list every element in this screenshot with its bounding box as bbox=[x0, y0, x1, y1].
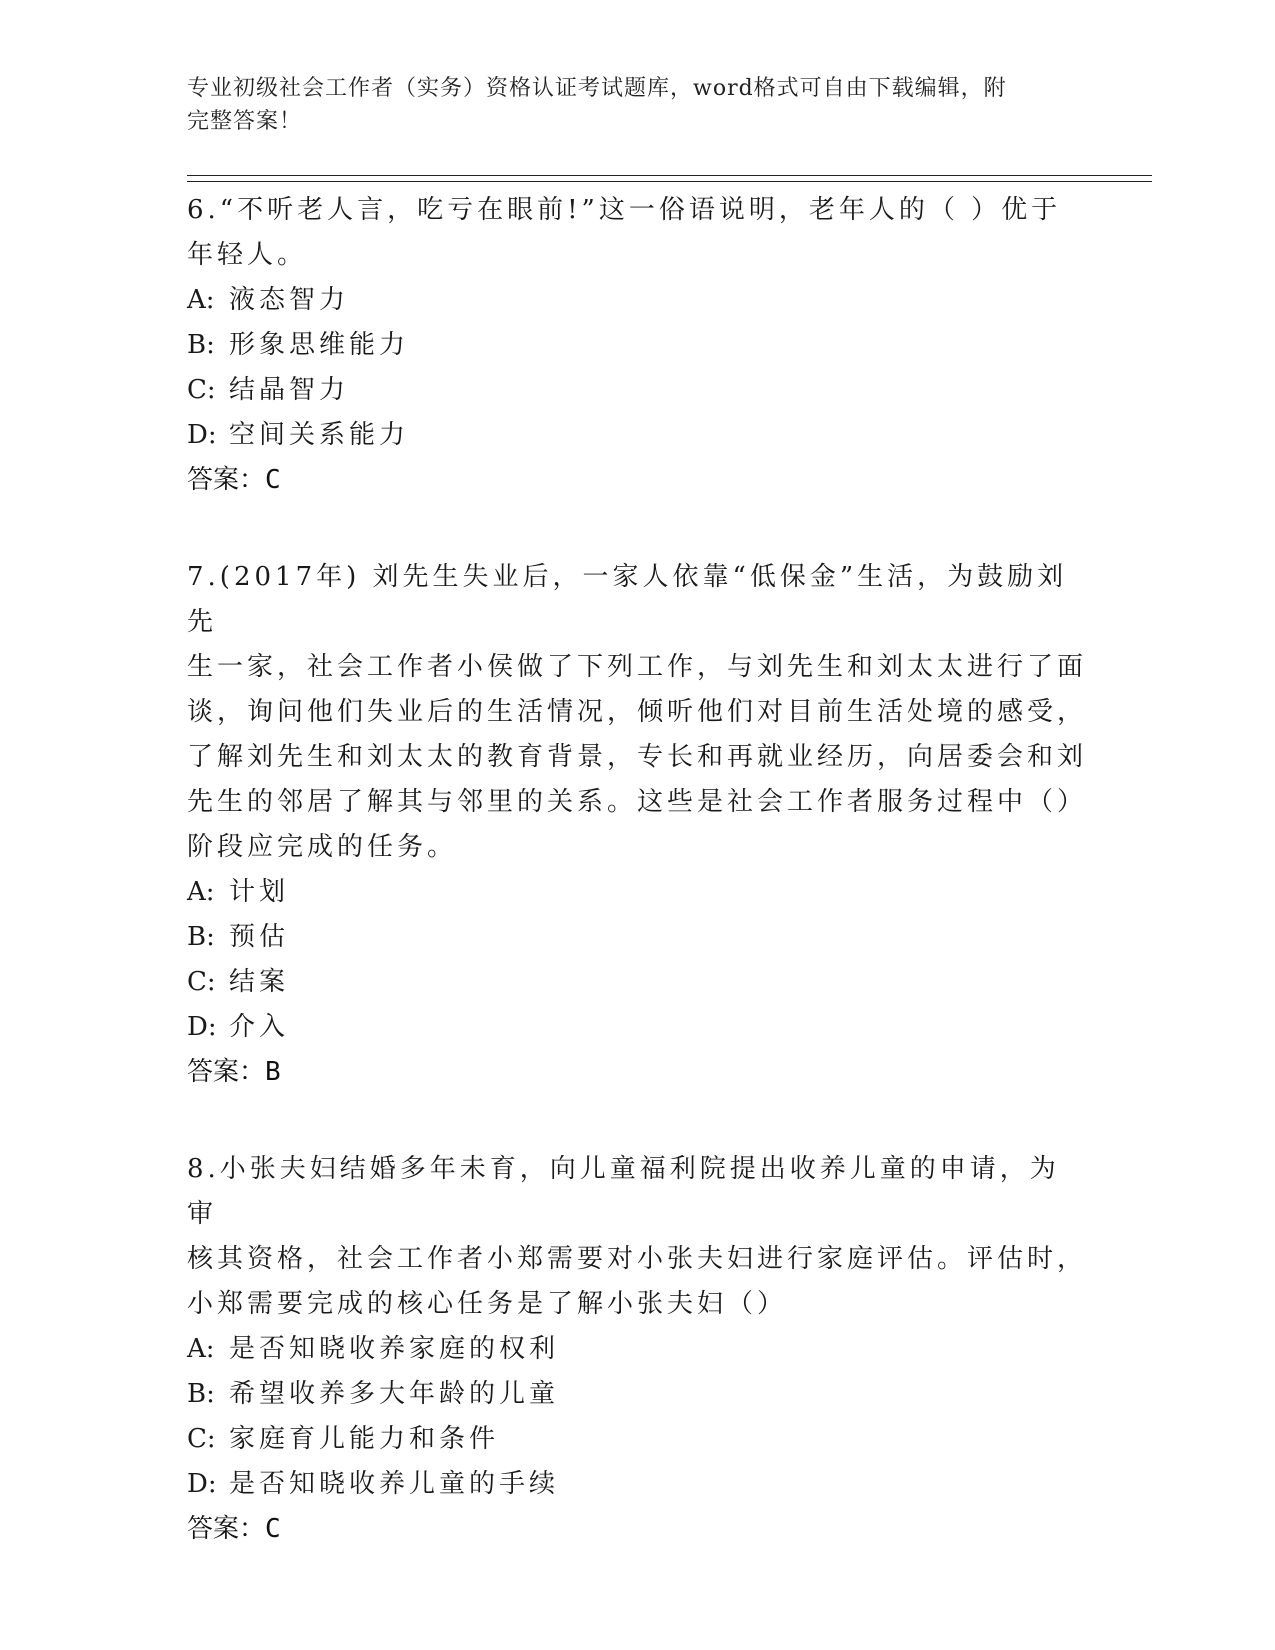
option-letter: B: bbox=[187, 922, 215, 952]
option-letter: A: bbox=[187, 1334, 215, 1364]
option-text: 是否知晓收养家庭的权利 bbox=[229, 1334, 560, 1364]
option-letter: B: bbox=[187, 330, 215, 360]
question-stem-line: 阶段应完成的任务。 bbox=[187, 832, 458, 862]
question-stem-line: 年轻人。 bbox=[187, 240, 308, 270]
option-letter: B: bbox=[187, 1379, 215, 1409]
question-spacer bbox=[187, 503, 1087, 555]
option-text: 结案 bbox=[229, 967, 290, 997]
option-text: 是否知晓收养儿童的手续 bbox=[229, 1469, 560, 1499]
answer-label: 答案： bbox=[187, 465, 266, 495]
option-a bbox=[187, 278, 1087, 323]
option-text: 计划 bbox=[229, 877, 290, 907]
option-text: 液态智力 bbox=[229, 285, 350, 315]
option-text: 预估 bbox=[229, 922, 290, 952]
option-text: 希望收养多大年龄的儿童 bbox=[229, 1379, 560, 1409]
option-letter: A: bbox=[187, 285, 215, 315]
question-spacer bbox=[187, 1095, 1087, 1147]
option-c bbox=[187, 960, 1087, 1005]
question-stem-line: 小郑需要完成的核心任务是了解小张夫妇（） bbox=[187, 1289, 788, 1319]
option-text: 形象思维能力 bbox=[229, 330, 410, 360]
question-stem-line: 8.小张夫妇结婚多年未育，向儿童福利院提出收养儿童的申请，为审 bbox=[187, 1154, 1060, 1229]
header-rule-top bbox=[187, 175, 1152, 176]
option-letter: D: bbox=[187, 1012, 217, 1042]
question-stem-line: 生一家，社会工作者小侯做了下列工作，与刘先生和刘太太进行了面 bbox=[187, 652, 1088, 682]
header-line-1: 专业初级社会工作者（实务）资格认证考试题库，word格式可自由下载编辑，附 bbox=[187, 76, 1007, 101]
question-stem-line: 7.(2017年) 刘先生失业后，一家人依靠“低保金”生活，为鼓励刘先 bbox=[187, 562, 1068, 637]
option-d bbox=[187, 1005, 1087, 1050]
question-8 bbox=[187, 1147, 1087, 1552]
question-stem-line: 谈，询问他们失业后的生活情况，倾听他们对目前生活处境的感受， bbox=[187, 697, 1088, 727]
option-d bbox=[187, 1462, 1087, 1507]
answer-value: B bbox=[265, 1057, 281, 1087]
option-letter: D: bbox=[187, 420, 217, 450]
header-rule-bottom bbox=[187, 181, 1152, 182]
question-stem-line: 先生的邻居了解其与邻里的关系。这些是社会工作者服务过程中（） bbox=[187, 787, 1088, 817]
option-a bbox=[187, 1327, 1087, 1372]
answer-value: C bbox=[265, 1514, 281, 1544]
answer-line bbox=[187, 1050, 1087, 1095]
question-list bbox=[187, 188, 1087, 1552]
header-line-2: 完整答案！ bbox=[187, 109, 303, 134]
option-text: 结晶智力 bbox=[229, 375, 350, 405]
option-text: 空间关系能力 bbox=[229, 420, 410, 450]
option-c bbox=[187, 368, 1087, 413]
option-b bbox=[187, 915, 1087, 960]
question-7 bbox=[187, 555, 1087, 1095]
answer-line bbox=[187, 1507, 1087, 1552]
option-letter: D: bbox=[187, 1469, 217, 1499]
option-letter: C: bbox=[187, 1424, 216, 1454]
question-6 bbox=[187, 188, 1087, 503]
answer-value: C bbox=[265, 465, 281, 495]
option-letter: C: bbox=[187, 967, 216, 997]
question-stem-line: 了解刘先生和刘太太的教育背景，专长和再就业经历，向居委会和刘 bbox=[187, 742, 1088, 772]
option-b bbox=[187, 1372, 1087, 1417]
question-stem-line: 6.“不听老人言，吃亏在眼前!”这一俗语说明，老年人的（ ）优于 bbox=[187, 195, 1062, 225]
answer-label: 答案： bbox=[187, 1057, 266, 1087]
option-text: 家庭育儿能力和条件 bbox=[229, 1424, 500, 1454]
option-letter: A: bbox=[187, 877, 215, 907]
answer-label: 答案： bbox=[187, 1514, 266, 1544]
option-text: 介入 bbox=[229, 1012, 290, 1042]
answer-line bbox=[187, 458, 1087, 503]
option-a bbox=[187, 870, 1087, 915]
question-stem-line: 核其资格，社会工作者小郑需要对小张夫妇进行家庭评估。评估时， bbox=[187, 1244, 1088, 1274]
option-c bbox=[187, 1417, 1087, 1462]
document-header bbox=[187, 72, 1067, 138]
option-b bbox=[187, 323, 1087, 368]
option-letter: C: bbox=[187, 375, 216, 405]
option-d bbox=[187, 413, 1087, 458]
